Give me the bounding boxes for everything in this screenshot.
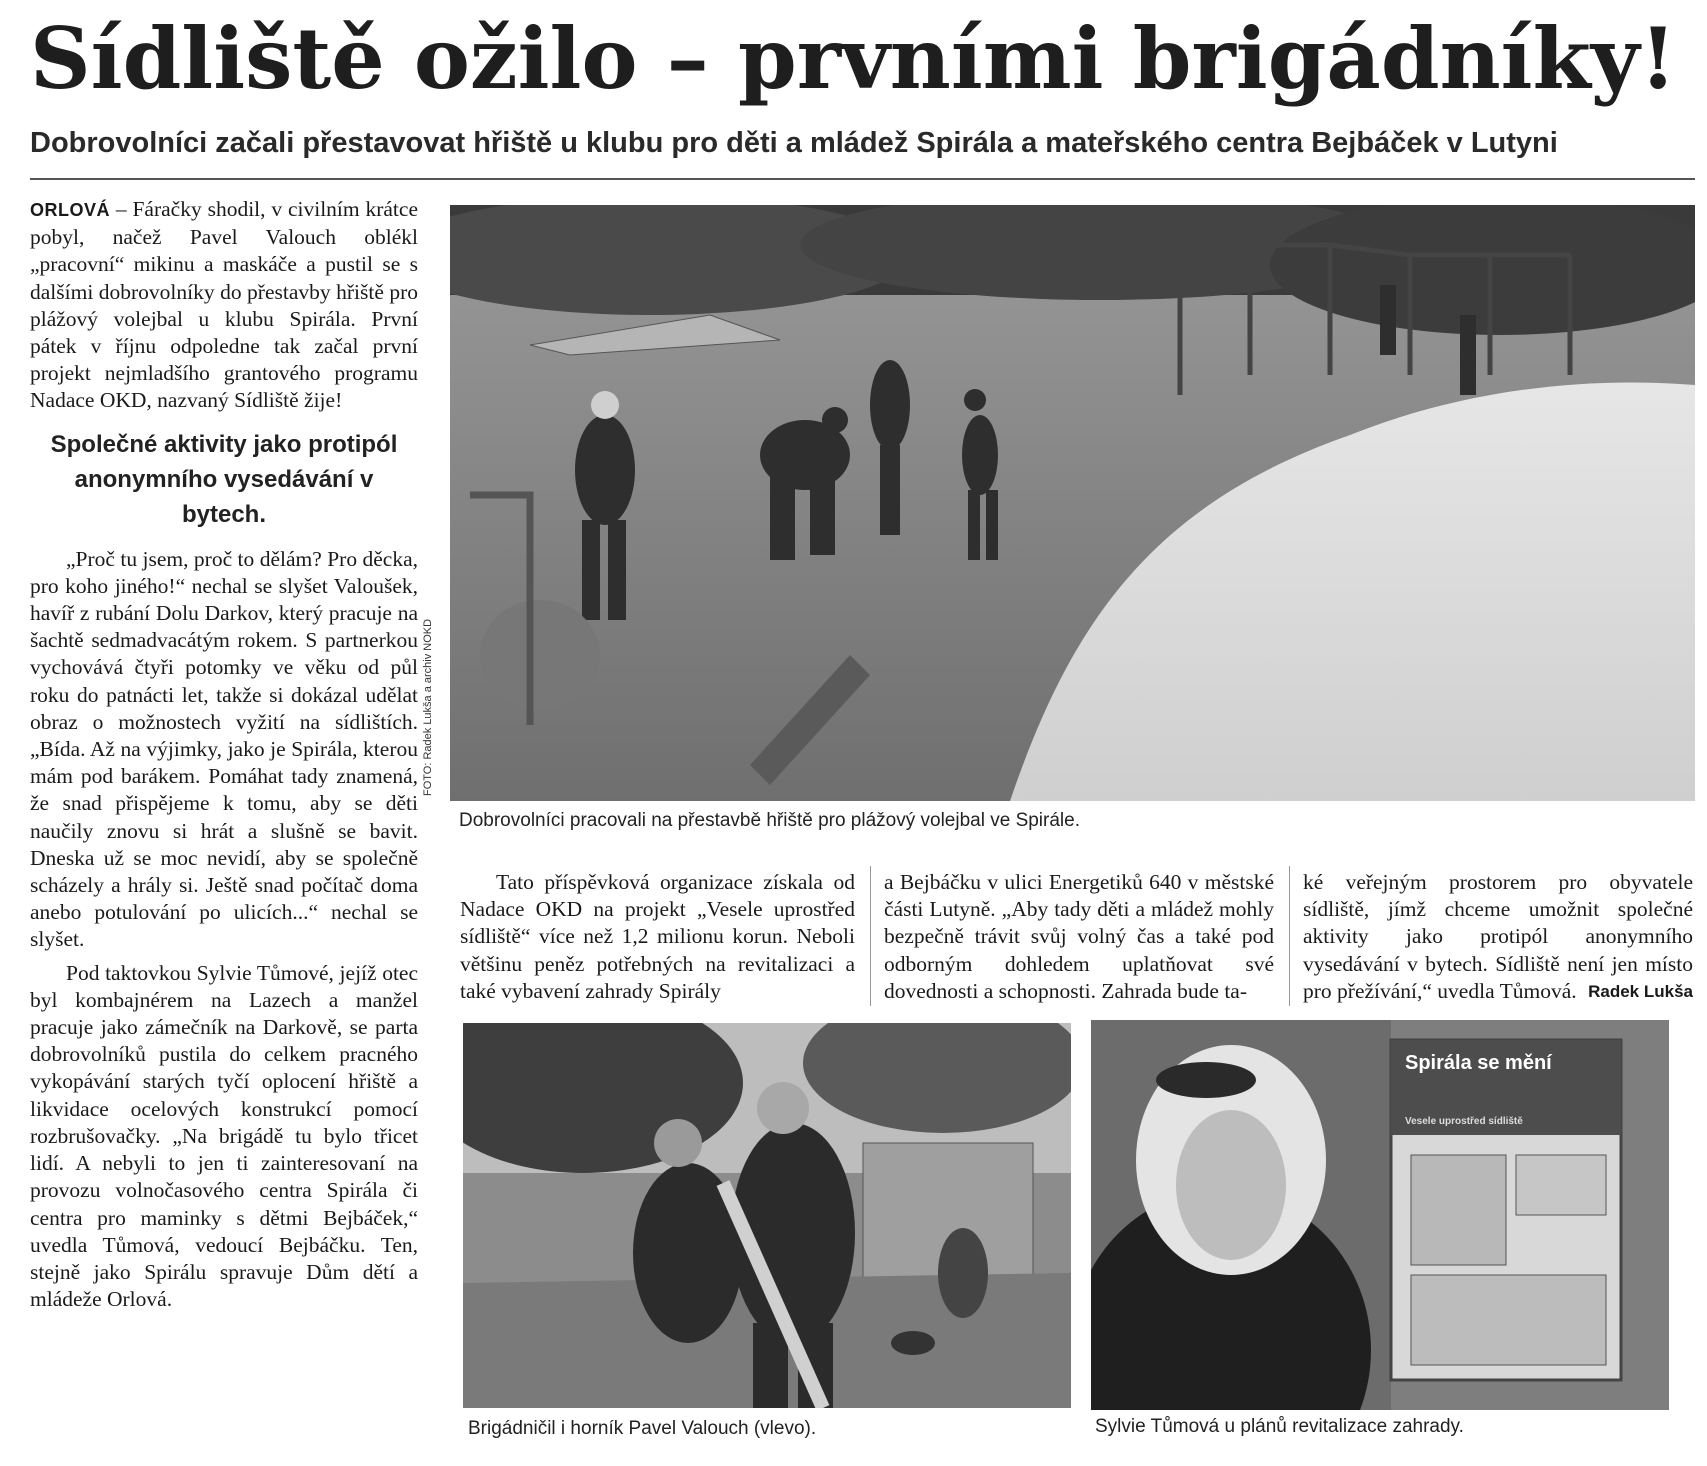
photo-credit: FOTO: Radek Lukša a archiv NOKD [422,618,434,796]
bottom-right-caption: Sylvie Tůmová u plánů revitalizace zahrady. [1095,1416,1464,1437]
headline: Sídliště ožilo – prvními brigádníky! [30,9,1677,108]
paragraph-2: „Proč tu jsem, proč to dělám? Pro děcka, pro koho jiného!“ nechal se slyšet Valoušek, havíř z rubání Dolu Darkov, který pracuje na šachtě sedmadvacátým rokem. S partnerkou vychovává čtyři potomky ve věku od půl roku do patnácti let, takže si dokázal udělat obraz o možnostech vyžití na sídlištích. „Bída. Až na výjimky, jako je Spirála, kterou mám pod barákem. Pomáhat tady znamená, že snad přispějeme k tomu, aby se děti naučily znovu si hrát a slušně se bavit. Dneska už se moc nevidí, aby se společně scházely a hrály si. Ještě snad počítač doma anebo potulování po ulicích...“ nechal se slyšet. [30,546,418,952]
paragraph-3: Pod taktovkou Sylvie Tůmové, jejíž otec byl kombajnérem na Lazech a manžel pracuje jako zámečník na Darkově, se parta dobrovolníků pustila do celkem pracného vykopávání starých tyčí oplocení hřiště a likvidace ocelových konstrukcí pomocí rozbrušovačky. „Na brigádě tu bylo třicet lidí. A nebyli to jen ti zainteresovaní na provozu volnočasového centra Spirála či centra pro maminky s dětmi Bejbáček,“ uvedla Tůmová, vedoucí Bejbáčku. Ten, stejně jako Spirálu spravuje Dům dětí a mládeže Orlová. [30,960,418,1312]
middle-column-a [460,869,855,1011]
middle-column-a-text: Tato příspěvková organizace získala od Nadace OKD na projekt „Vesele uprostřed sídliště“ více než 1,2 milionu korun. Neboli většinu peněz potřebných na revitalizaci a také vybavení zahrady Spirály [460,870,855,1003]
poster-subtitle: Vesele uprostřed sídliště [1405,1116,1523,1127]
left-column [30,196,418,1319]
middle-column-c-text [1303,869,1693,1005]
bottom-right-photo [1091,1020,1669,1410]
bottom-left-caption: Brigádničil i horník Pavel Valouch (vlevo). [468,1418,817,1439]
subheadline: Dobrovolníci začali přestavovat hřiště u klubu pro děti a mládež Spirála a mateřského centra Bejbáček v Lutyni [30,127,1558,159]
byline: Radek Lukša [1588,981,1693,1001]
header-rule [30,178,1695,180]
dateline: ORLOVÁ [30,200,111,220]
middle-column-c-body: ké veřejným prostorem pro obyvatele sídliště, jímž chceme umožnit společné aktivity jako protipól anonymního vysedávání v bytech. Sídliště není jen místo pro přežívání,“ uvedla Tůmová. [1303,870,1693,1003]
middle-column-b [884,869,1274,1011]
bottom-left-photo [463,1023,1071,1408]
poster-title: Spirála se mění [1405,1052,1552,1074]
main-photo [450,205,1695,801]
middle-column-b-text: a Bejbáčku v ulici Energetiků 640 v městské části Lutyně. „Aby tady děti a mládež mohly bezpečně trávit svůj volný čas a také pod odborným dohledem uplatňovat své dovednosti a schopnosti. Zahrada bude ta- [884,870,1274,1003]
middle-column-c [1303,869,1693,1011]
main-photo-caption: Dobrovolníci pracovali na přestavbě hřiště pro plážový volejbal ve Spirále. [459,810,1080,831]
column-divider [1289,866,1290,1006]
section-subheading: Společné aktivity jako protipól anonymního vysedávání v bytech. [50,430,398,528]
paragraph-1-text: – Fáračky shodil, v civilním krátce pobyl, načež Pavel Valouch oblékl „pracovní“ mikinu a maskáče a pustil se s dalšími dobrovolníky do přestavby hřiště pro plážový volejbal u klubu Spirála. První pátek v říjnu odpoledne tak začal první projekt nejmladšího grantového programu Nadace OKD, nazvaný Sídliště žije! [30,197,418,413]
paragraph-1 [30,196,418,415]
column-divider [870,866,871,1006]
